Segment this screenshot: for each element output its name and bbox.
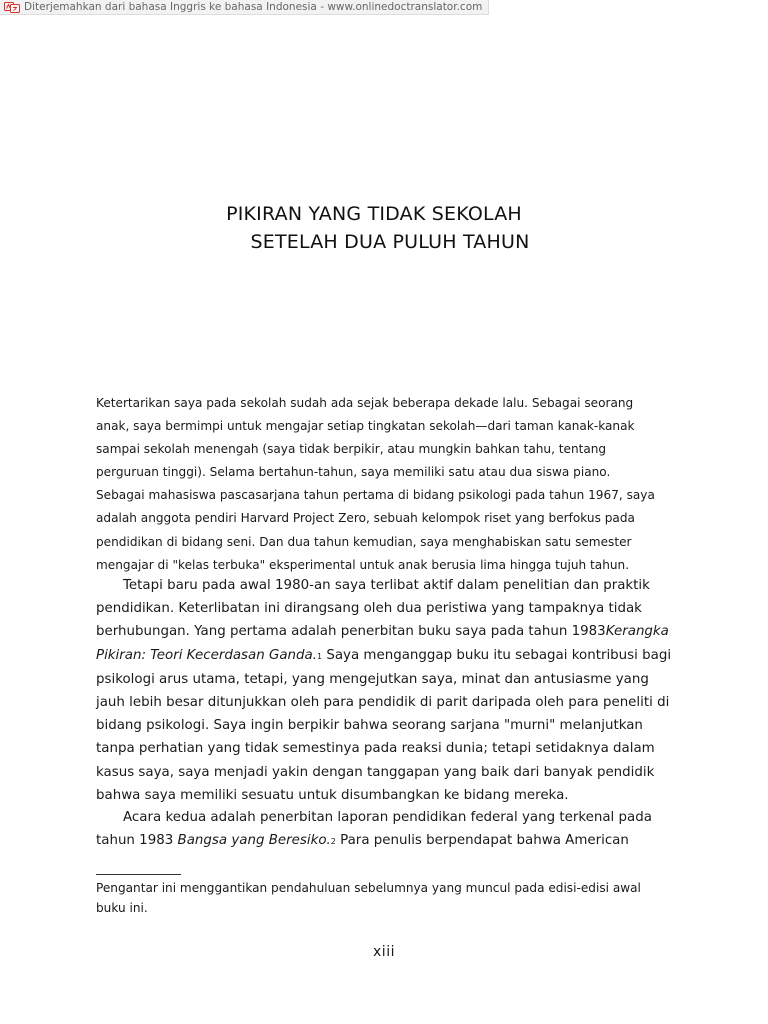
chapter-title-line-2: SETELAH DUA PULUH TAHUN xyxy=(250,231,530,253)
report-title-italic: Bangsa yang Beresiko. xyxy=(177,833,331,849)
footnote-marker: 2 xyxy=(330,837,336,847)
paragraph-text: Tetapi baru pada awal 1980-an saya terlibat aktif dalam penelitian dan praktik xyxy=(123,578,650,593)
footnote-divider xyxy=(96,874,181,875)
paragraph-line xyxy=(96,806,676,829)
paragraph-text: Para penulis berpendapat bahwa American xyxy=(335,833,629,849)
paragraph-text: Acara kedua adalah penerbitan laporan pendidikan federal yang terkenal pada xyxy=(123,810,652,825)
paragraph-line: jauh lebih besar ditunjukkan oleh para pendidik di parit daripada oleh para peneliti di xyxy=(96,695,670,711)
paragraph-line xyxy=(96,829,676,853)
book-title-italic: Pikiran: Teori Kecerdasan Ganda. xyxy=(96,647,317,663)
paragraph-line xyxy=(96,644,676,668)
paragraph-line: pendidikan. Keterlibatan ini dirangsang oleh dua peristiwa yang tampaknya tidak xyxy=(96,601,642,617)
paragraph-line: adalah anggota pendiri Harvard Project Zero, sebuah kelompok riset yang berfokus pada xyxy=(96,511,635,526)
page-number: xiii xyxy=(373,944,395,960)
footnote-line: Pengantar ini menggantikan pendahuluan sebelumnya yang muncul pada edisi-edisi awal xyxy=(96,881,641,895)
paragraph-line: Sebagai mahasiswa pascasarjana tahun pertama di bidang psikologi pada tahun 1967, saya xyxy=(96,488,655,503)
paragraph-line: pendidikan di bidang seni. Dan dua tahun kemudian, saya menghabiskan satu semester xyxy=(96,534,632,549)
paragraph-3 xyxy=(96,806,676,853)
footnote-line: buku ini. xyxy=(96,900,148,915)
chapter-title-line-1: PIKIRAN YANG TIDAK SEKOLAH xyxy=(226,203,522,225)
paragraph-line: bahwa saya memiliki sesuatu untuk disumbangkan ke bidang mereka. xyxy=(96,787,569,803)
paragraph-line: anak, saya bermimpi untuk mengajar setiap tingkatan sekolah—dari taman kanak-kanak xyxy=(96,419,635,434)
footnote xyxy=(96,879,676,918)
paragraph-text: berhubungan. Yang pertama adalah penerbitan buku saya pada tahun 1983 xyxy=(96,624,606,640)
translator-banner[interactable] xyxy=(0,0,489,15)
paragraph-line: sampai sekolah menengah (saya tidak berpikir, atau mungkin bahkan tahu, tentang xyxy=(96,442,607,457)
paragraph-line: tanpa perhatian yang tidak semestinya pada reaksi dunia; tetapi setidaknya dalam xyxy=(96,741,655,757)
paragraph-line: mengajar di "kelas terbuka" eksperimental untuk anak berusia lima hingga tujuh tahun. xyxy=(96,557,630,572)
paragraph-line: psikologi arus utama, tetapi, yang mengejutkan saya, minat dan antusiasme yang xyxy=(96,671,649,687)
paragraph-line xyxy=(96,574,676,597)
paragraph-text: tahun 1983 xyxy=(96,833,178,849)
paragraph-line: perguruan tinggi). Selama bertahun-tahun, saya memiliki satu atau dua siswa piano. xyxy=(96,465,611,480)
paragraph-1 xyxy=(96,392,676,577)
footnote-marker: 1 xyxy=(316,651,323,661)
paragraph-line: Ketertarikan saya pada sekolah sudah ada sejak beberapa dekade lalu. Sebagai seorang xyxy=(96,396,634,410)
paragraph-text: Saya menganggap buku itu sebagai kontribusi bagi xyxy=(322,647,672,663)
paragraph-2 xyxy=(96,574,676,807)
paragraph-line: bidang psikologi. Saya ingin berpikir bahwa seorang sarjana "murni" melanjutkan xyxy=(96,718,643,734)
translator-link[interactable]: Diterjemahkan dari bahasa Inggris ke bahasa Indonesia - www.onlinedoctranslator.com xyxy=(24,1,483,13)
translator-logo-icon xyxy=(4,1,20,13)
paragraph-line: kasus saya, saya menjadi yakin dengan tanggapan yang baik dari banyak pendidik xyxy=(96,764,655,780)
book-title-italic: Kerangka xyxy=(605,624,669,640)
paragraph-line xyxy=(96,620,676,643)
